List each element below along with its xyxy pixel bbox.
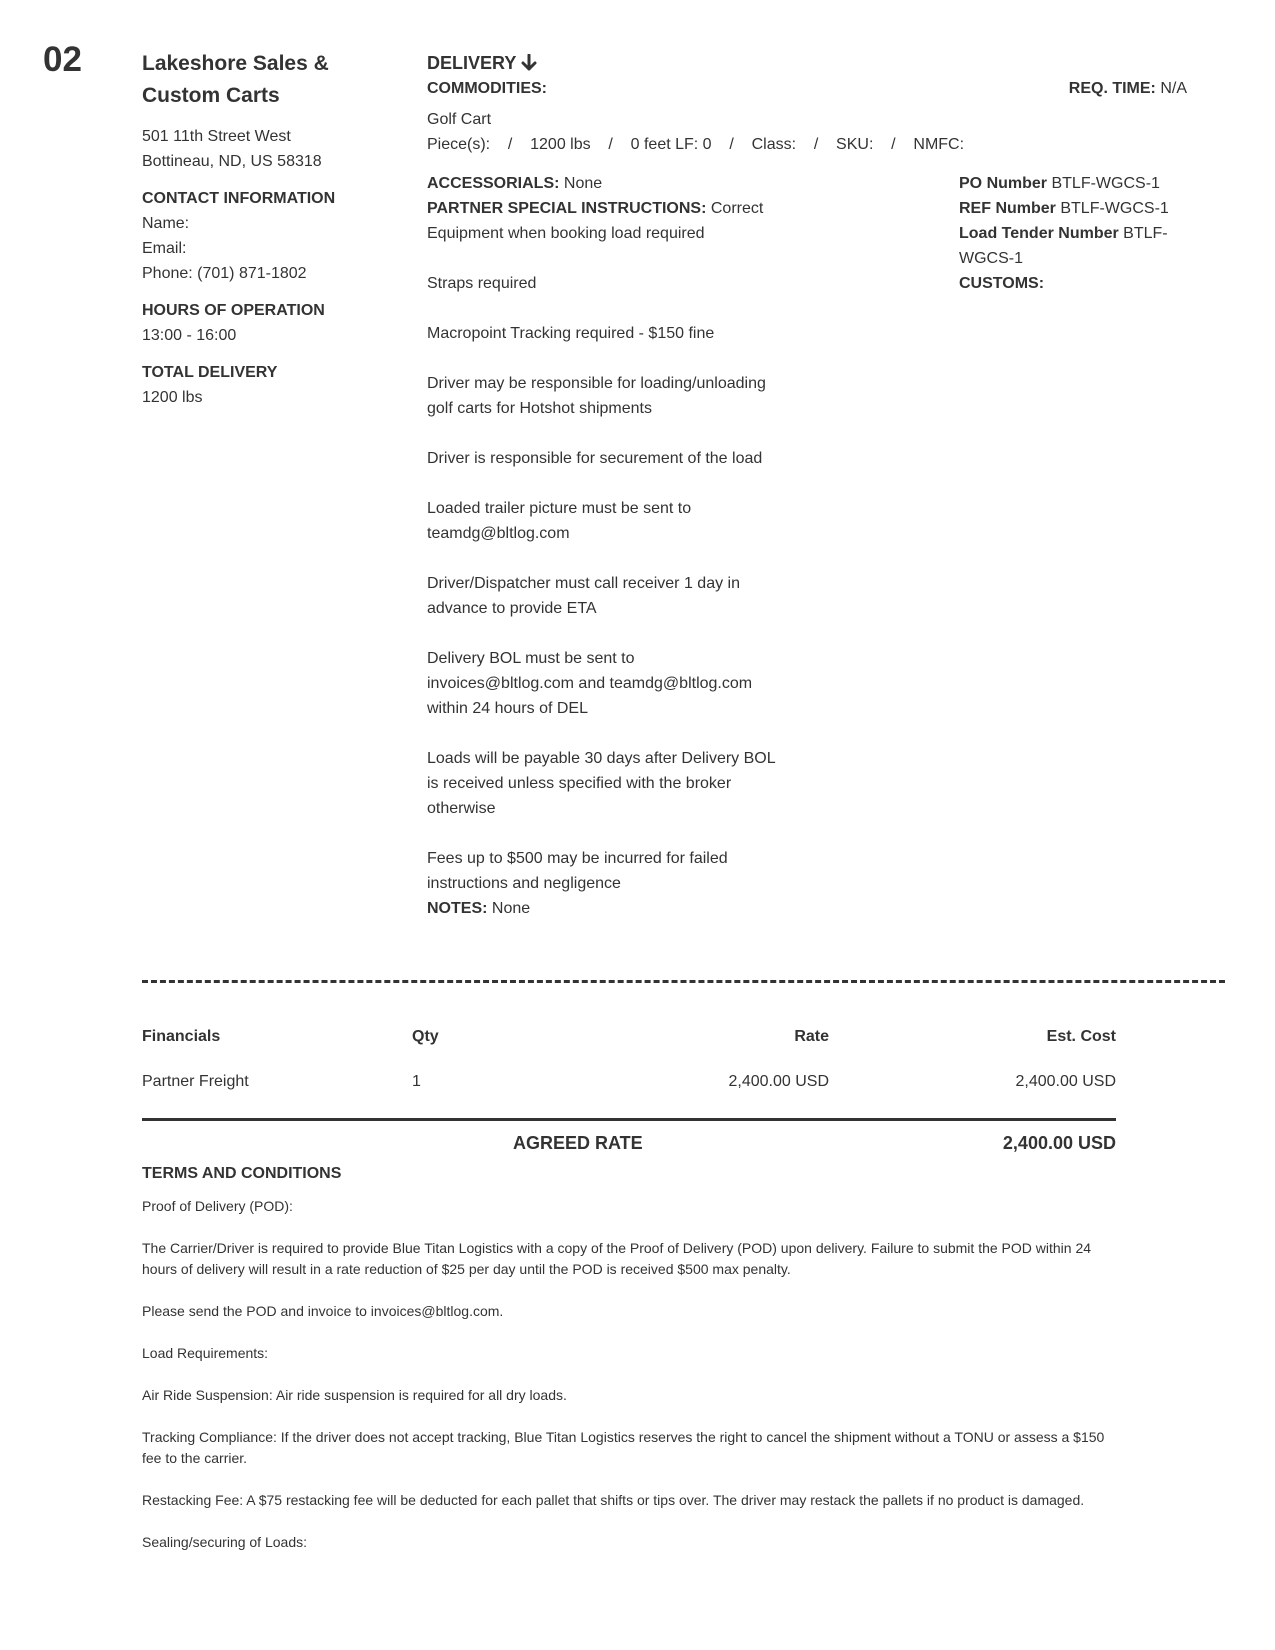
terms-spacer	[142, 1469, 1112, 1490]
contact-heading: CONTACT INFORMATION	[142, 190, 336, 207]
instruction-spacer	[427, 546, 812, 571]
instruction-line: otherwise	[427, 800, 496, 817]
total-delivery-value: 1200 lbs	[142, 389, 203, 406]
contact-email: Email:	[142, 240, 187, 257]
partner-instructions-label: PARTNER SPECIAL INSTRUCTIONS:	[427, 200, 707, 217]
customs	[959, 271, 1199, 296]
terms-spacer	[142, 1280, 1112, 1301]
instruction-spacer	[427, 296, 812, 321]
terms-paragraph: Air Ride Suspension: Air ride suspension is required for all dry loads.	[142, 1387, 567, 1403]
location-address	[142, 124, 402, 174]
instruction-line: Equipment when booking load required	[427, 225, 705, 242]
hours-value: 13:00 - 16:00	[142, 327, 237, 344]
location-column	[142, 48, 402, 410]
terms-spacer	[142, 1186, 1112, 1196]
contact-name: Name:	[142, 215, 190, 232]
terms-heading: TERMS AND CONDITIONS	[142, 1165, 342, 1182]
instruction-line: golf carts for Hotshot shipments	[427, 400, 652, 417]
notes-value: None	[491, 900, 531, 917]
stop-number: 02	[43, 40, 82, 79]
instruction-line: Driver is responsible for securement of the load	[427, 450, 763, 467]
instruction-spacer	[427, 821, 812, 846]
instructions-block	[427, 171, 812, 921]
terms-paragraph: Tracking Compliance: If the driver does not accept tracking, Blue Titan Logistics reserves the right to cancel the shipment without a TONU or assess a $150 fee to the carrier.	[142, 1429, 1105, 1466]
terms-spacer	[142, 1322, 1112, 1343]
instruction-line: Delivery BOL must be sent to	[427, 650, 635, 667]
table-row	[142, 1073, 1116, 1118]
load-tender-value-2: WGCS-1	[959, 250, 1023, 267]
financials-rule	[142, 1118, 1116, 1121]
financials-table	[142, 1028, 1116, 1173]
terms-spacer	[142, 1511, 1112, 1532]
commodities-label: COMMODITIES:	[427, 80, 547, 97]
po-number	[959, 171, 1199, 196]
terms-paragraph: Please send the POD and invoice to invoices@bltlog.com.	[142, 1303, 504, 1319]
instruction-spacer	[427, 346, 812, 371]
terms-section	[142, 1161, 1112, 1553]
total-delivery-heading: TOTAL DELIVERY	[142, 364, 278, 381]
load-tender-label: Load Tender Number	[959, 225, 1119, 242]
instruction-line: advance to provide ETA	[427, 600, 597, 617]
instruction-line: teamdg@bltlog.com	[427, 525, 570, 542]
instruction-line: invoices@bltlog.com and teamdg@bltlog.com	[427, 675, 753, 692]
terms-spacer	[142, 1406, 1112, 1427]
reference-numbers	[959, 171, 1199, 296]
ref-number-value: BTLF-WGCS-1	[1060, 200, 1169, 217]
location-name	[142, 48, 402, 112]
instruction-spacer	[427, 421, 812, 446]
delivery-section	[427, 50, 1187, 157]
instruction-spacer	[427, 721, 812, 746]
terms-paragraph: The Carrier/Driver is required to provide Blue Titan Logistics with a copy of the Proof of Delivery (POD) upon delivery. Failure to submit the POD within 24 hours of delivery will result in a rate reduction of $25 per day until the POD is received $500 max penalty.	[142, 1240, 1092, 1277]
instruction-spacer	[427, 621, 812, 646]
qty-header: Qty	[412, 1028, 439, 1045]
instruction-line: Fees up to $500 may be incurred for failed	[427, 850, 728, 867]
delivery-heading-label: DELIVERY	[427, 53, 517, 73]
req-time	[1069, 76, 1187, 101]
req-time-value: N/A	[1160, 80, 1187, 97]
commodities-row	[427, 76, 1187, 101]
instruction-line: is received unless specified with the broker	[427, 775, 732, 792]
address-line2: Bottineau, ND, US 58318	[142, 153, 322, 170]
accessorials	[427, 171, 812, 196]
contact-phone: Phone: (701) 871-1802	[142, 265, 307, 282]
notes	[427, 896, 812, 921]
terms-paragraphs	[142, 1186, 1112, 1553]
delivery-heading	[427, 50, 1187, 76]
partner-instructions-first: Correct	[710, 200, 764, 217]
address-line1: 501 11th Street West	[142, 128, 291, 145]
est-cost-header: Est. Cost	[1046, 1028, 1116, 1045]
load-tender-value-1: BTLF-	[1123, 225, 1168, 242]
financial-qty: 1	[412, 1073, 421, 1090]
arrow-down-icon	[521, 54, 537, 72]
instruction-line: Loads will be payable 30 days after Delivery BOL	[427, 750, 776, 767]
load-tender-number	[959, 221, 1199, 246]
financial-item: Partner Freight	[142, 1073, 249, 1090]
terms-paragraph: Proof of Delivery (POD):	[142, 1198, 293, 1214]
notes-label: NOTES:	[427, 900, 488, 917]
instruction-line: Driver/Dispatcher must call receiver 1 day in	[427, 575, 740, 592]
location-name-line1: Lakeshore Sales &	[142, 52, 329, 75]
location-name-line2: Custom Carts	[142, 84, 280, 107]
partner-instructions	[427, 196, 812, 221]
po-number-label: PO Number	[959, 175, 1048, 192]
terms-paragraph: Restacking Fee: A $75 restacking fee will be deducted for each pallet that shifts or tips over. The driver may restack the pallets if no product is damaged.	[142, 1492, 1085, 1508]
instruction-lines	[427, 221, 812, 896]
terms-spacer	[142, 1217, 1112, 1238]
terms-paragraph: Load Requirements:	[142, 1345, 269, 1361]
financial-est-cost: 2,400.00 USD	[1015, 1073, 1116, 1090]
instruction-spacer	[427, 471, 812, 496]
financial-rate: 2,400.00 USD	[728, 1073, 829, 1090]
instruction-line: Driver may be responsible for loading/unloading	[427, 375, 766, 392]
customs-label: CUSTOMS:	[959, 275, 1045, 292]
agreed-rate-label: AGREED RATE	[513, 1133, 643, 1153]
terms-paragraph: Sealing/securing of Loads:	[142, 1534, 307, 1550]
commodity-name: Golf Cart	[427, 111, 492, 128]
instruction-line: Loaded trailer picture must be sent to	[427, 500, 692, 517]
commodity-piece-line: Piece(s): / 1200 lbs / 0 feet LF: 0 / Class: / SKU: / NMFC:	[427, 136, 965, 153]
instruction-line: Straps required	[427, 275, 537, 292]
financials-header: Financials	[142, 1028, 221, 1045]
instruction-line: within 24 hours of DEL	[427, 700, 588, 717]
ref-number-label: REF Number	[959, 200, 1056, 217]
financials-header-row	[142, 1028, 1116, 1073]
po-number-value: BTLF-WGCS-1	[1051, 175, 1160, 192]
agreed-rate-value: 2,400.00 USD	[1002, 1133, 1116, 1153]
instruction-line: instructions and negligence	[427, 875, 621, 892]
instruction-line: Macropoint Tracking required - $150 fine	[427, 325, 715, 342]
hours-heading: HOURS OF OPERATION	[142, 302, 325, 319]
section-divider	[142, 980, 1225, 983]
ref-number	[959, 196, 1199, 221]
instruction-spacer	[427, 246, 812, 271]
rate-header: Rate	[794, 1028, 829, 1045]
req-time-label: REQ. TIME:	[1068, 80, 1156, 97]
accessorials-value: None	[563, 175, 603, 192]
accessorials-label: ACCESSORIALS:	[427, 175, 560, 192]
terms-spacer	[142, 1364, 1112, 1385]
